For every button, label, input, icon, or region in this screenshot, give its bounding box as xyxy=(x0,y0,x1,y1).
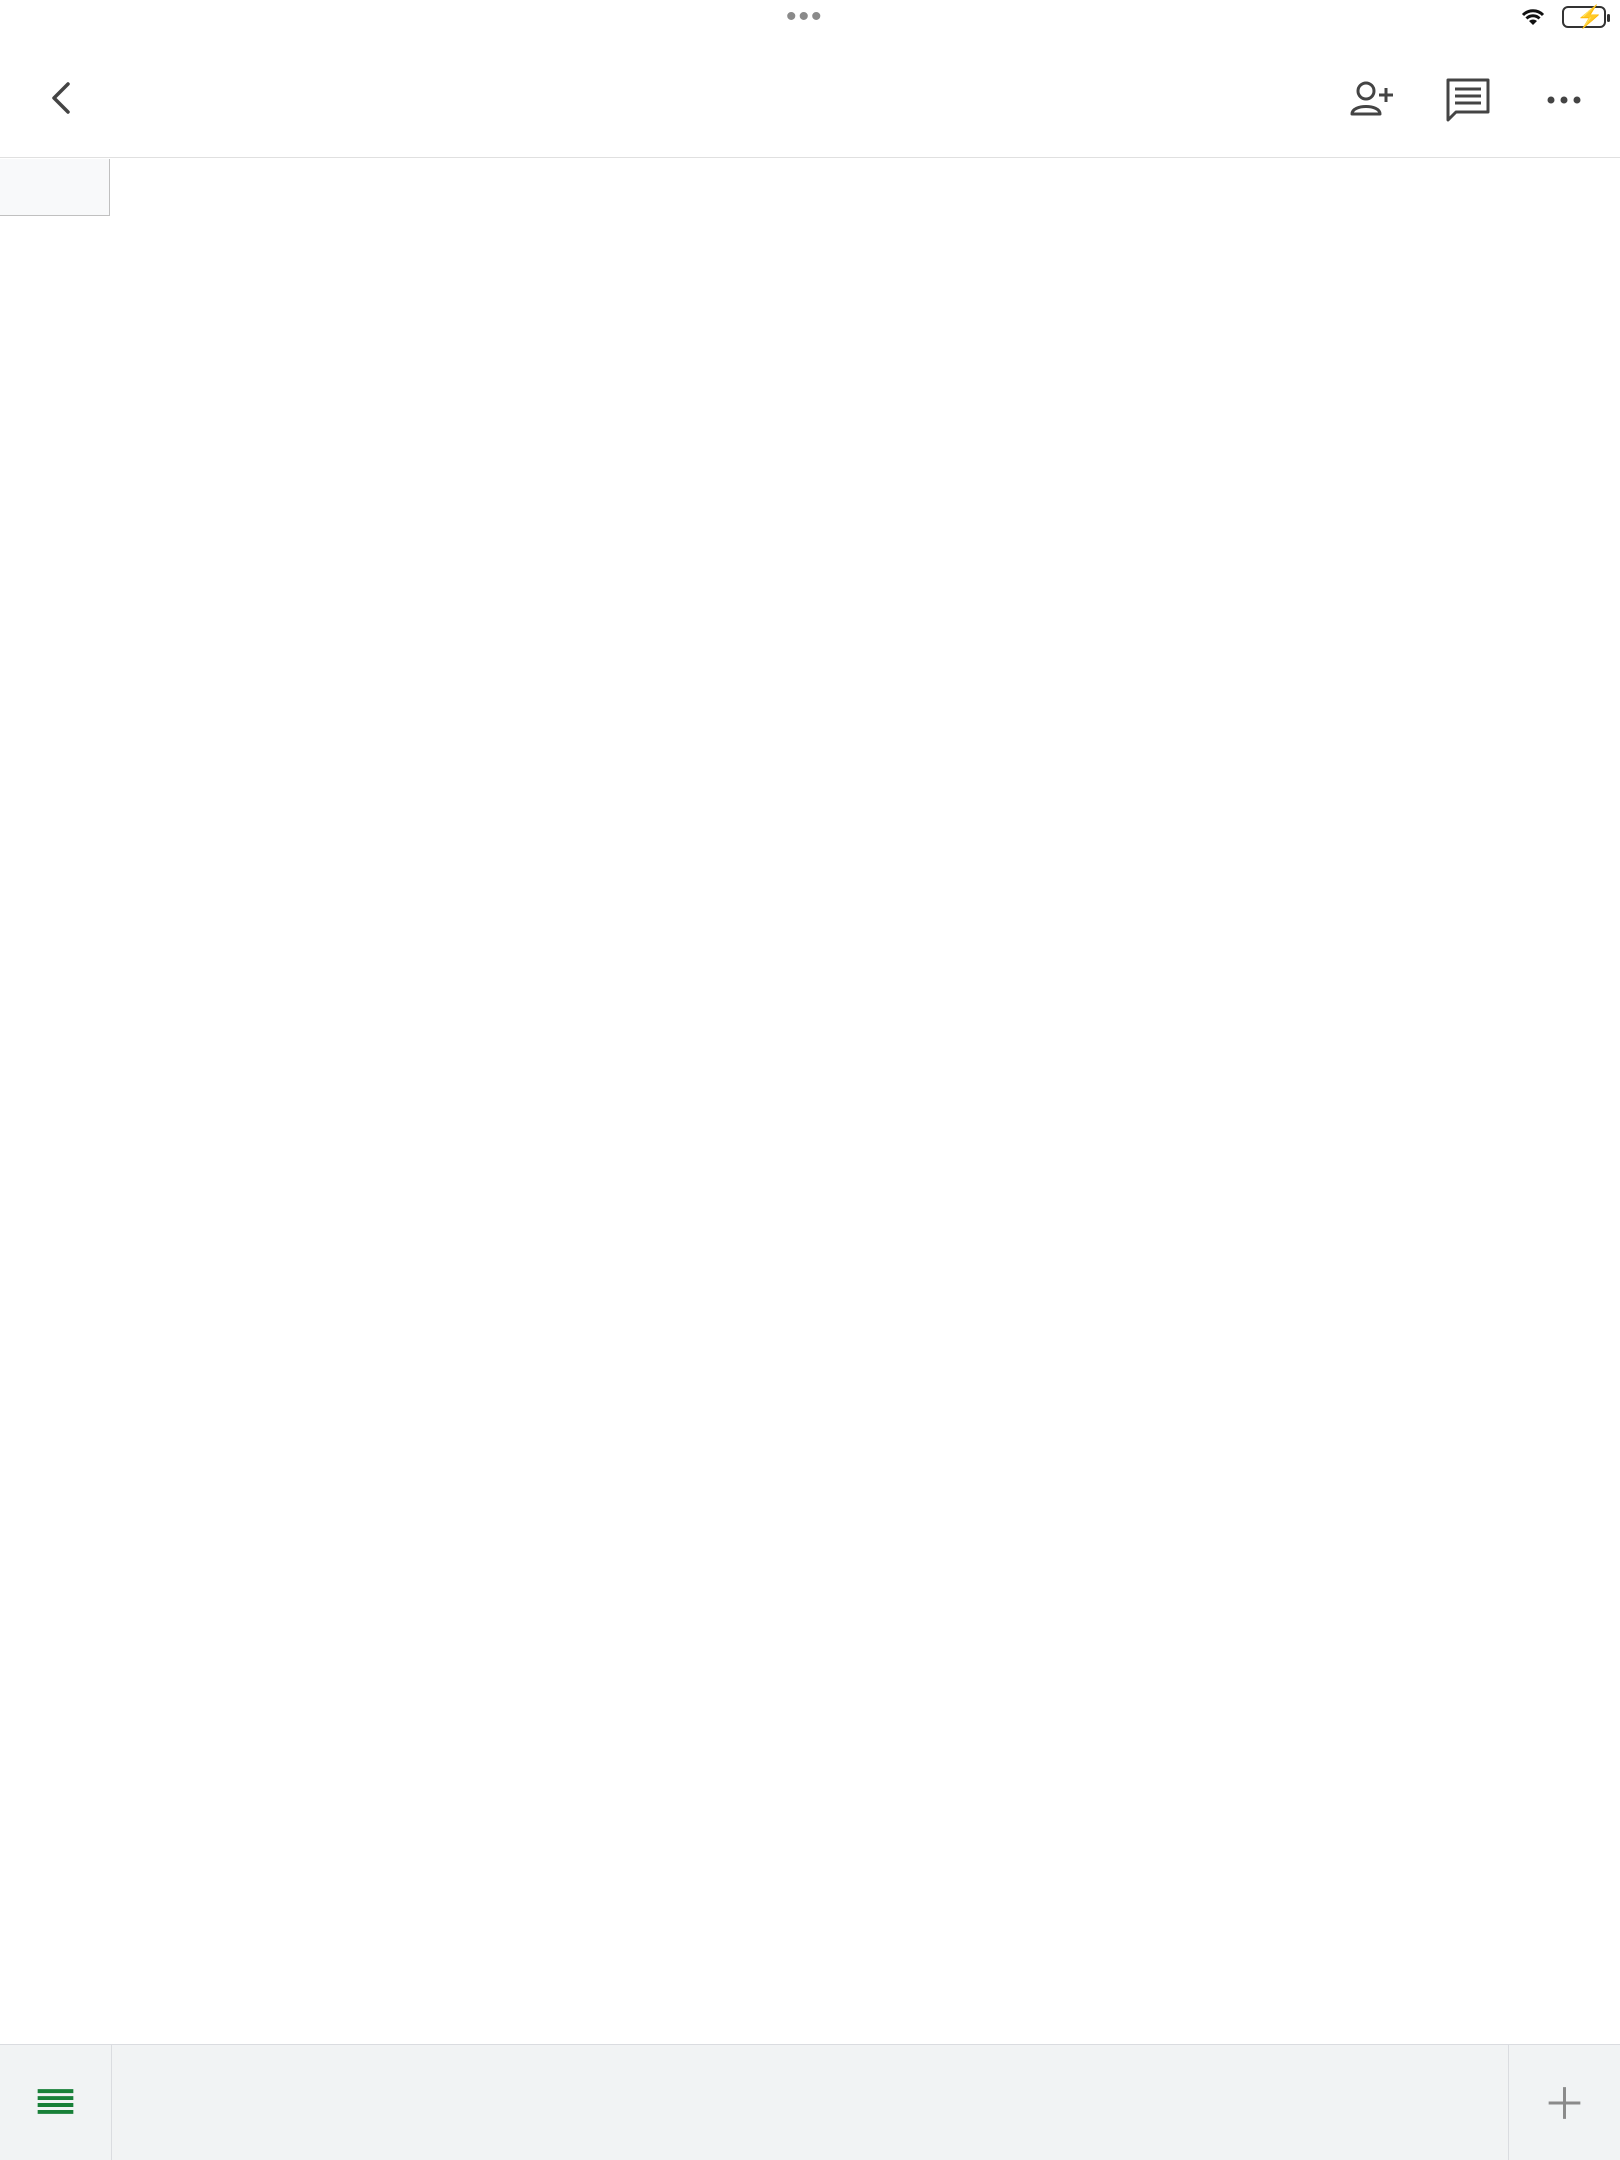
back-arrow-icon[interactable] xyxy=(42,78,82,118)
comment-icon[interactable] xyxy=(1442,74,1494,126)
add-person-icon[interactable] xyxy=(1346,74,1398,126)
status-bar xyxy=(0,0,1620,40)
battery-icon xyxy=(1562,6,1606,28)
more-horizontal-icon[interactable] xyxy=(1538,74,1590,126)
wifi-icon xyxy=(1520,7,1546,27)
sheet-tab-bar xyxy=(0,2044,1620,2160)
charging-bolt-icon: ⚡ xyxy=(1576,4,1604,29)
spreadsheet-grid[interactable] xyxy=(0,159,1620,2044)
plus-icon[interactable] xyxy=(1508,2045,1620,2160)
multitask-dots-icon[interactable]: ••• xyxy=(786,0,824,33)
sheet-list-icon[interactable] xyxy=(0,2045,112,2160)
app-bar xyxy=(0,40,1620,158)
select-all-corner[interactable] xyxy=(0,159,110,216)
